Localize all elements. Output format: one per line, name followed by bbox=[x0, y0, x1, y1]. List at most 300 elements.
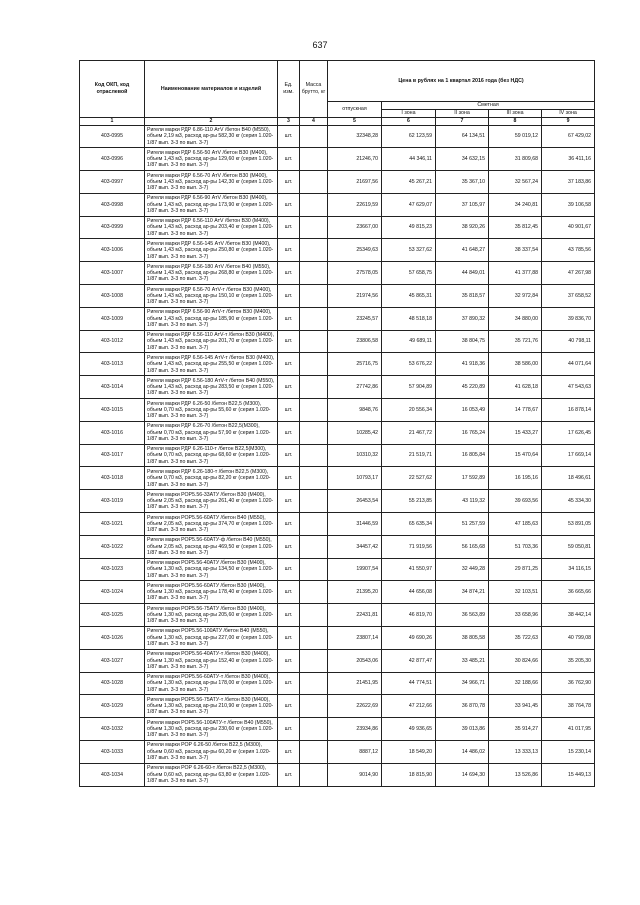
row-code: 403-1026 bbox=[80, 627, 145, 650]
row-mass bbox=[300, 399, 328, 422]
row-zone3-price: 35 721,76 bbox=[489, 330, 542, 353]
row-zone4-price: 36 411,16 bbox=[542, 148, 595, 171]
row-zone3-price: 38 337,54 bbox=[489, 239, 542, 262]
row-unit: шт. bbox=[278, 285, 300, 308]
row-unit: шт. bbox=[278, 695, 300, 718]
row-zone1-price: 18 549,20 bbox=[382, 741, 436, 764]
header-mass: Масса брутто, кг bbox=[300, 61, 328, 118]
row-release-price: 21246,70 bbox=[328, 148, 382, 171]
row-code: 403-0995 bbox=[80, 125, 145, 148]
row-zone4-price: 59 050,81 bbox=[542, 535, 595, 558]
row-release-price: 34457,42 bbox=[328, 535, 382, 558]
row-mass bbox=[300, 718, 328, 741]
row-zone4-price: 44 071,64 bbox=[542, 353, 595, 376]
table-row bbox=[80, 513, 595, 536]
row-release-price: 23806,58 bbox=[328, 330, 382, 353]
row-unit: шт. bbox=[278, 239, 300, 262]
row-zone2-price: 41 648,27 bbox=[436, 239, 489, 262]
row-unit: шт. bbox=[278, 421, 300, 444]
row-name: Ригели марки РОР5.56-40АТУ /бетон В30 (М400), объем 1,30 м3, расход ар-ры 134,50 кг (серия 1.020-1/87 вып. 3-3 по вып. 3-7) bbox=[145, 558, 278, 581]
row-zone2-price: 17 592,89 bbox=[436, 467, 489, 490]
row-zone4-price: 37 658,52 bbox=[542, 285, 595, 308]
table-row bbox=[80, 672, 595, 695]
row-zone2-price: 51 257,59 bbox=[436, 513, 489, 536]
row-zone1-price: 53 676,22 bbox=[382, 353, 436, 376]
col-number: 6 bbox=[382, 117, 436, 125]
row-unit: шт. bbox=[278, 649, 300, 672]
row-unit: шт. bbox=[278, 399, 300, 422]
row-unit: шт. bbox=[278, 604, 300, 627]
row-release-price: 22619,59 bbox=[328, 193, 382, 216]
row-zone4-price: 40 901,67 bbox=[542, 216, 595, 239]
row-code: 403-1014 bbox=[80, 376, 145, 399]
row-name: Ригели марки РДР 6.56-145 AтV /бетон В30 (М400), объем 1,43 м3, расход ар-ры 250,80 кг (серия 1.020-1/87 вып. 3-3 по вып. 3-7) bbox=[145, 239, 278, 262]
col-number: 8 bbox=[489, 117, 542, 125]
row-code: 403-1012 bbox=[80, 330, 145, 353]
row-zone2-price: 16 805,84 bbox=[436, 444, 489, 467]
header-estimate: Сметная bbox=[382, 102, 595, 110]
row-zone1-price: 20 556,34 bbox=[382, 399, 436, 422]
row-code: 403-1034 bbox=[80, 763, 145, 786]
table-row bbox=[80, 604, 595, 627]
table-row bbox=[80, 467, 595, 490]
row-zone4-price: 43 785,56 bbox=[542, 239, 595, 262]
row-zone4-price: 41 017,95 bbox=[542, 718, 595, 741]
row-code: 403-1025 bbox=[80, 604, 145, 627]
row-mass bbox=[300, 421, 328, 444]
row-mass bbox=[300, 490, 328, 513]
row-unit: шт. bbox=[278, 535, 300, 558]
price-table bbox=[79, 60, 595, 787]
row-unit: шт. bbox=[278, 376, 300, 399]
row-zone1-price: 47 629,07 bbox=[382, 193, 436, 216]
row-zone3-price: 33 658,96 bbox=[489, 604, 542, 627]
row-zone2-price: 35 818,57 bbox=[436, 285, 489, 308]
col-number: 7 bbox=[436, 117, 489, 125]
row-mass bbox=[300, 148, 328, 171]
row-zone4-price: 38 442,14 bbox=[542, 604, 595, 627]
row-zone2-price: 38 805,58 bbox=[436, 627, 489, 650]
row-zone2-price: 34 966,71 bbox=[436, 672, 489, 695]
row-zone2-price: 37 890,32 bbox=[436, 307, 489, 330]
row-code: 403-1022 bbox=[80, 535, 145, 558]
row-name: Ригели марки РОР5.56-75АТУ /бетон В30 (М400), объем 1,30 м3, расход ар-ры 205,60 кг (серия 1.020-1/87 вып. 3-3 по вып. 3-7) bbox=[145, 604, 278, 627]
row-zone1-price: 55 213,85 bbox=[382, 490, 436, 513]
row-zone3-price: 33 941,45 bbox=[489, 695, 542, 718]
row-zone3-price: 32 972,84 bbox=[489, 285, 542, 308]
table-row bbox=[80, 627, 595, 650]
row-zone4-price: 45 334,30 bbox=[542, 490, 595, 513]
col-number: 2 bbox=[145, 117, 278, 125]
row-zone1-price: 49 689,11 bbox=[382, 330, 436, 353]
row-zone1-price: 53 327,62 bbox=[382, 239, 436, 262]
row-zone4-price: 36 762,90 bbox=[542, 672, 595, 695]
row-zone2-price: 16 053,49 bbox=[436, 399, 489, 422]
row-zone1-price: 49 815,23 bbox=[382, 216, 436, 239]
row-code: 403-1018 bbox=[80, 467, 145, 490]
row-zone2-price: 37 105,97 bbox=[436, 193, 489, 216]
row-zone3-price: 31 809,68 bbox=[489, 148, 542, 171]
row-release-price: 22622,69 bbox=[328, 695, 382, 718]
table-row bbox=[80, 376, 595, 399]
row-name: Ригели марки РДР 6.56-110 AтV /бетон В30 (М400), объем 1,43 м3, расход ар-ры 203,40 кг (серия 1.020-1/87 вып. 3-3 по вып. 3-7) bbox=[145, 216, 278, 239]
row-release-price: 22431,81 bbox=[328, 604, 382, 627]
row-release-price: 21697,56 bbox=[328, 171, 382, 194]
row-code: 403-1015 bbox=[80, 399, 145, 422]
row-zone4-price: 16 878,14 bbox=[542, 399, 595, 422]
row-zone3-price: 13 333,13 bbox=[489, 741, 542, 764]
row-name: Ригели марки РОР5.56-40АТУ-т /бетон В30 (М400), объем 1,30 м3, расход ар-ры 152,40 кг (серия 1.020-1/87 вып. 3-3 по вып. 3-7) bbox=[145, 649, 278, 672]
row-name: Ригели марки РОР5.56-33АТУ /бетон В30 (М400), объем 2,05 м3, расход ар-ры 261,40 кг (серия 1.020-1/87 вып. 3-3 по вып. 3-7) bbox=[145, 490, 278, 513]
table-row bbox=[80, 695, 595, 718]
row-code: 403-1021 bbox=[80, 513, 145, 536]
header-zone-4: IV зона bbox=[542, 109, 595, 117]
row-code: 403-0996 bbox=[80, 148, 145, 171]
row-zone4-price: 47 267,98 bbox=[542, 262, 595, 285]
row-name: Ригели марки РДР 6.56-90 AтV /бетон В30 (М400), объем 1,43 м3, расход ар-ры 173,90 кг (серия 1.020-1/87 вып. 3-3 по вып. 3-7) bbox=[145, 193, 278, 216]
row-mass bbox=[300, 741, 328, 764]
row-code: 403-1032 bbox=[80, 718, 145, 741]
row-code: 403-1008 bbox=[80, 285, 145, 308]
row-zone3-price: 32 567,24 bbox=[489, 171, 542, 194]
row-zone2-price: 38 804,75 bbox=[436, 330, 489, 353]
row-release-price: 10793,17 bbox=[328, 467, 382, 490]
table-row bbox=[80, 399, 595, 422]
row-code: 403-1006 bbox=[80, 239, 145, 262]
row-mass bbox=[300, 672, 328, 695]
row-release-price: 32348,28 bbox=[328, 125, 382, 148]
table-row bbox=[80, 741, 595, 764]
row-zone4-price: 40 799,08 bbox=[542, 627, 595, 650]
table-row bbox=[80, 558, 595, 581]
row-zone3-price: 34 240,81 bbox=[489, 193, 542, 216]
row-mass bbox=[300, 695, 328, 718]
row-name: Ригели марки РОР5.56-60АТУ-ф /бетон В40 (М550), объем 2,05 м3, расход ар-ры 469,50 кг (серия 1.020-1/87 вып. 3-3 по вып. 3-7) bbox=[145, 535, 278, 558]
row-release-price: 20543,06 bbox=[328, 649, 382, 672]
row-name: Ригели марки РДР 6.26-180-т /бетон В22,5 (М300), объем 0,70 м3, расход ар-ры 82,20 кг (серия 1.020-1/87 вып. 3-3 по вып. 3-7) bbox=[145, 467, 278, 490]
row-code: 403-0998 bbox=[80, 193, 145, 216]
row-mass bbox=[300, 262, 328, 285]
row-zone2-price: 38 920,26 bbox=[436, 216, 489, 239]
row-zone1-price: 57 658,75 bbox=[382, 262, 436, 285]
header-prices: Цена в рублях на 1 квартал 2016 года (без НДС) bbox=[328, 61, 595, 102]
row-release-price: 27578,05 bbox=[328, 262, 382, 285]
row-zone3-price: 35 722,63 bbox=[489, 627, 542, 650]
row-unit: шт. bbox=[278, 672, 300, 695]
row-release-price: 21451,95 bbox=[328, 672, 382, 695]
table-row bbox=[80, 581, 595, 604]
table-row bbox=[80, 216, 595, 239]
row-name: Ригели марки РДР 6.56-180 AтV /бетон В40 (М550), объем 1,43 м3, расход ар-ры 268,80 кг (серия 1.020-1/87 вып. 3-3 по вып. 3-7) bbox=[145, 262, 278, 285]
row-zone4-price: 35 205,30 bbox=[542, 649, 595, 672]
row-name: Ригели марки РДР 6.26-50 /бетон В22,5 (М300), объем 0,70 м3, расход ар-ры 55,60 кг (серия 1.020-1/87 вып. 3-3 по вып. 3-7) bbox=[145, 399, 278, 422]
row-zone1-price: 44 656,08 bbox=[382, 581, 436, 604]
row-zone1-price: 44 774,51 bbox=[382, 672, 436, 695]
row-code: 403-1029 bbox=[80, 695, 145, 718]
row-zone2-price: 34 874,21 bbox=[436, 581, 489, 604]
row-release-price: 10310,32 bbox=[328, 444, 382, 467]
header-release: отпускная bbox=[328, 102, 382, 118]
row-zone2-price: 14 694,30 bbox=[436, 763, 489, 786]
row-name: Ригели марки РОР5.56-60АТУ-т /бетон В30 (М400), объем 1,30 м3, расход ар-ры 178,00 кг (серия 1.020-1/87 вып. 3-3 по вып. 3-7) bbox=[145, 672, 278, 695]
table-row bbox=[80, 421, 595, 444]
row-name: Ригели марки РОР5.56-75АТУ-т /бетон В30 (М400), объем 1,30 м3, расход ар-ры 210,90 кг (серия 1.020-1/87 вып. 3-3 по вып. 3-7) bbox=[145, 695, 278, 718]
row-release-price: 19907,54 bbox=[328, 558, 382, 581]
row-zone2-price: 41 918,36 bbox=[436, 353, 489, 376]
row-zone4-price: 40 798,11 bbox=[542, 330, 595, 353]
row-zone4-price: 15 449,13 bbox=[542, 763, 595, 786]
row-name: Ригели марки РДР 6.56-70 AтV /бетон В30 (М400), объем 1,43 м3, расход ар-ры 142,30 кг (серия 1.020-1/87 вып. 3-3 по вып. 3-7) bbox=[145, 171, 278, 194]
row-zone4-price: 53 891,05 bbox=[542, 513, 595, 536]
row-zone1-price: 46 819,70 bbox=[382, 604, 436, 627]
row-zone2-price: 14 486,02 bbox=[436, 741, 489, 764]
row-unit: шт. bbox=[278, 307, 300, 330]
row-zone2-price: 43 119,32 bbox=[436, 490, 489, 513]
row-release-price: 10285,42 bbox=[328, 421, 382, 444]
row-release-price: 27742,86 bbox=[328, 376, 382, 399]
row-mass bbox=[300, 239, 328, 262]
header-name: Наименование материалов и изделий bbox=[145, 61, 278, 118]
row-zone2-price: 45 220,89 bbox=[436, 376, 489, 399]
header-unit: Ед. изм. bbox=[278, 61, 300, 118]
row-zone1-price: 49 690,26 bbox=[382, 627, 436, 650]
row-mass bbox=[300, 513, 328, 536]
row-zone3-price: 39 693,56 bbox=[489, 490, 542, 513]
table-row bbox=[80, 490, 595, 513]
table-row bbox=[80, 353, 595, 376]
row-zone3-price: 32 188,66 bbox=[489, 672, 542, 695]
row-zone2-price: 34 632,15 bbox=[436, 148, 489, 171]
row-mass bbox=[300, 171, 328, 194]
col-number: 1 bbox=[80, 117, 145, 125]
row-zone3-price: 15 470,64 bbox=[489, 444, 542, 467]
row-zone4-price: 15 230,14 bbox=[542, 741, 595, 764]
table-row bbox=[80, 171, 595, 194]
row-mass bbox=[300, 216, 328, 239]
row-name: Ригели марки РДР 6.56-110 AтV-т /бетон В30 (М400), объем 1,43 м3, расход ар-ры 201,70 кг (серия 1.020-1/87 вып. 3-3 по вып. 3-7) bbox=[145, 330, 278, 353]
row-mass bbox=[300, 649, 328, 672]
row-zone1-price: 65 635,34 bbox=[382, 513, 436, 536]
row-zone1-price: 41 550,97 bbox=[382, 558, 436, 581]
row-unit: шт. bbox=[278, 171, 300, 194]
row-name: Ригели марки РОР 6.26-50 /бетон В22,5 (М300), объем 0,60 м3, расход ар-ры 60,20 кг (серия 1.020-1/87 вып. 3-3 по вып. 3-7) bbox=[145, 741, 278, 764]
row-name: Ригели марки РДР 6.26-70 /бетон В22,5(М300), объем 0,70 м3, расход ар-ры 57,90 кг (серия 1.020-1/87 вып. 3-3 по вып. 3-7) bbox=[145, 421, 278, 444]
row-zone3-price: 41 628,18 bbox=[489, 376, 542, 399]
table-row bbox=[80, 718, 595, 741]
row-unit: шт. bbox=[278, 262, 300, 285]
row-zone1-price: 57 904,89 bbox=[382, 376, 436, 399]
row-mass bbox=[300, 285, 328, 308]
row-zone3-price: 13 526,86 bbox=[489, 763, 542, 786]
row-name: Ригели марки РДР 6.86-110 AтV /бетон В40 (М550), объем 2,19 м3, расход ар-ры 582,30 кг (серия 1.020-1/87 вып. 3-3 по вып. 3-7) bbox=[145, 125, 278, 148]
row-release-price: 31446,59 bbox=[328, 513, 382, 536]
row-zone1-price: 18 815,90 bbox=[382, 763, 436, 786]
row-zone4-price: 39 106,58 bbox=[542, 193, 595, 216]
row-mass bbox=[300, 627, 328, 650]
row-release-price: 21974,56 bbox=[328, 285, 382, 308]
row-code: 403-1027 bbox=[80, 649, 145, 672]
row-name: Ригели марки РОР 6.26-60-т /бетон В22,5 (М300), объем 0,60 м3, расход ар-ры 63,80 кг (серия 1.020-1/87 вып. 3-3 по вып. 3-7) bbox=[145, 763, 278, 786]
header-zone-2: II зона bbox=[436, 109, 489, 117]
row-release-price: 23245,57 bbox=[328, 307, 382, 330]
row-zone2-price: 35 367,10 bbox=[436, 171, 489, 194]
row-zone2-price: 32 449,28 bbox=[436, 558, 489, 581]
row-release-price: 23807,14 bbox=[328, 627, 382, 650]
row-zone3-price: 30 824,66 bbox=[489, 649, 542, 672]
row-mass bbox=[300, 125, 328, 148]
row-code: 403-1016 bbox=[80, 421, 145, 444]
col-number: 3 bbox=[278, 117, 300, 125]
row-zone2-price: 64 134,51 bbox=[436, 125, 489, 148]
row-code: 403-1019 bbox=[80, 490, 145, 513]
row-code: 403-1024 bbox=[80, 581, 145, 604]
table-row bbox=[80, 239, 595, 262]
row-zone3-price: 35 812,45 bbox=[489, 216, 542, 239]
row-zone4-price: 17 626,45 bbox=[542, 421, 595, 444]
row-zone4-price: 17 669,14 bbox=[542, 444, 595, 467]
row-zone2-price: 36 563,89 bbox=[436, 604, 489, 627]
row-release-price: 26453,54 bbox=[328, 490, 382, 513]
row-zone3-price: 38 586,00 bbox=[489, 353, 542, 376]
row-zone1-price: 71 919,56 bbox=[382, 535, 436, 558]
row-mass bbox=[300, 558, 328, 581]
row-unit: шт. bbox=[278, 444, 300, 467]
row-mass bbox=[300, 467, 328, 490]
row-zone3-price: 16 195,16 bbox=[489, 467, 542, 490]
row-zone3-price: 35 914,27 bbox=[489, 718, 542, 741]
row-name: Ригели марки РОР5.56-100АТУ-т /бетон В40 (М550), объем 1,30 м3, расход ар-ры 230,60 кг (серия 1.020-1/87 вып. 3-3 по вып. 3-7) bbox=[145, 718, 278, 741]
row-code: 403-1007 bbox=[80, 262, 145, 285]
row-mass bbox=[300, 763, 328, 786]
table-row bbox=[80, 763, 595, 786]
row-zone1-price: 49 936,65 bbox=[382, 718, 436, 741]
row-code: 403-0999 bbox=[80, 216, 145, 239]
row-zone2-price: 33 485,21 bbox=[436, 649, 489, 672]
row-release-price: 9014,90 bbox=[328, 763, 382, 786]
row-mass bbox=[300, 193, 328, 216]
row-release-price: 25716,75 bbox=[328, 353, 382, 376]
row-name: Ригели марки РОР5.56-100АТУ /бетон В40 (М550), объем 1,30 м3, расход ар-ры 227,00 кг (серия 1.020-1/87 вып. 3-3 по вып. 3-7) bbox=[145, 627, 278, 650]
row-zone4-price: 67 429,02 bbox=[542, 125, 595, 148]
row-mass bbox=[300, 535, 328, 558]
row-mass bbox=[300, 444, 328, 467]
row-name: Ригели марки РДР 6.56-180 AтV-т /бетон В40 (М550), объем 1,43 м3, расход ар-ры 283,50 кг (серия 1.020-1/87 вып. 3-3 по вып. 3-7) bbox=[145, 376, 278, 399]
row-zone4-price: 39 836,70 bbox=[542, 307, 595, 330]
table-row bbox=[80, 444, 595, 467]
row-unit: шт. bbox=[278, 125, 300, 148]
row-zone2-price: 36 870,78 bbox=[436, 695, 489, 718]
row-zone4-price: 37 183,86 bbox=[542, 171, 595, 194]
header-zone-3: III зона bbox=[489, 109, 542, 117]
row-mass bbox=[300, 376, 328, 399]
table-row bbox=[80, 285, 595, 308]
row-zone3-price: 47 185,63 bbox=[489, 513, 542, 536]
row-zone2-price: 16 765,24 bbox=[436, 421, 489, 444]
row-unit: шт. bbox=[278, 330, 300, 353]
row-zone4-price: 47 543,63 bbox=[542, 376, 595, 399]
row-release-price: 25349,63 bbox=[328, 239, 382, 262]
row-zone1-price: 48 518,18 bbox=[382, 307, 436, 330]
row-name: Ригели марки РДР 6.26-110-т /бетон В22,5(М300), объем 0,70 м3, расход ар-ры 68,60 кг (серия 1.020-1/87 вып. 3-3 по вып. 3-7) bbox=[145, 444, 278, 467]
row-release-price: 9848,76 bbox=[328, 399, 382, 422]
header-code: Код ОКП, код отраслевой bbox=[80, 61, 145, 118]
row-zone1-price: 22 527,62 bbox=[382, 467, 436, 490]
row-zone4-price: 18 496,61 bbox=[542, 467, 595, 490]
row-zone3-price: 51 703,36 bbox=[489, 535, 542, 558]
row-unit: шт. bbox=[278, 718, 300, 741]
row-unit: шт. bbox=[278, 627, 300, 650]
table-row bbox=[80, 148, 595, 171]
row-unit: шт. bbox=[278, 490, 300, 513]
row-zone3-price: 15 433,27 bbox=[489, 421, 542, 444]
row-unit: шт. bbox=[278, 581, 300, 604]
row-release-price: 8887,12 bbox=[328, 741, 382, 764]
row-name: Ригели марки РДР 6.56-90 AтV-т /бетон В30 (М400), объем 1,43 м3, расход ар-ры 185,90 кг (серия 1.020-1/87 вып. 3-3 по вып. 3-7) bbox=[145, 307, 278, 330]
row-zone2-price: 44 849,01 bbox=[436, 262, 489, 285]
row-zone3-price: 29 871,25 bbox=[489, 558, 542, 581]
row-name: Ригели марки РДР 6.56-70 AтV-т /бетон В30 (М400), объем 1,43 м3, расход ар-ры 150,10 кг (серия 1.020-1/87 вып. 3-3 по вып. 3-7) bbox=[145, 285, 278, 308]
row-zone1-price: 45 267,21 bbox=[382, 171, 436, 194]
table-row bbox=[80, 307, 595, 330]
row-unit: шт. bbox=[278, 148, 300, 171]
row-unit: шт. bbox=[278, 763, 300, 786]
row-mass bbox=[300, 604, 328, 627]
row-zone2-price: 39 013,86 bbox=[436, 718, 489, 741]
row-unit: шт. bbox=[278, 467, 300, 490]
row-zone2-price: 56 165,68 bbox=[436, 535, 489, 558]
row-code: 403-1017 bbox=[80, 444, 145, 467]
row-zone4-price: 36 665,66 bbox=[542, 581, 595, 604]
row-unit: шт. bbox=[278, 216, 300, 239]
row-unit: шт. bbox=[278, 558, 300, 581]
row-zone4-price: 38 764,78 bbox=[542, 695, 595, 718]
row-mass bbox=[300, 353, 328, 376]
row-zone3-price: 32 103,51 bbox=[489, 581, 542, 604]
row-zone1-price: 44 346,11 bbox=[382, 148, 436, 171]
col-number: 5 bbox=[328, 117, 382, 125]
row-code: 403-1033 bbox=[80, 741, 145, 764]
row-zone1-price: 21 467,72 bbox=[382, 421, 436, 444]
row-release-price: 23667,00 bbox=[328, 216, 382, 239]
row-zone1-price: 62 123,59 bbox=[382, 125, 436, 148]
row-zone1-price: 47 212,66 bbox=[382, 695, 436, 718]
table-row bbox=[80, 330, 595, 353]
row-zone1-price: 42 877,47 bbox=[382, 649, 436, 672]
table-row bbox=[80, 262, 595, 285]
row-zone4-price: 34 116,15 bbox=[542, 558, 595, 581]
row-mass bbox=[300, 307, 328, 330]
row-name: Ригели марки РОР5.56-60АТУ /бетон В30 (М400), объем 1,30 м3, расход ар-ры 178,40 кг (серия 1.020-1/87 вып. 3-3 по вып. 3-7) bbox=[145, 581, 278, 604]
col-number: 9 bbox=[542, 117, 595, 125]
row-zone3-price: 34 880,00 bbox=[489, 307, 542, 330]
table-row bbox=[80, 649, 595, 672]
row-code: 403-0997 bbox=[80, 171, 145, 194]
row-zone1-price: 45 865,31 bbox=[382, 285, 436, 308]
row-name: Ригели марки РДР 6.56-50 AтV /бетон В30 (М400), объем 1,43 м3, расход ар-ры 129,60 кг (серия 1.020-1/87 вып. 3-3 по вып. 3-7) bbox=[145, 148, 278, 171]
col-number: 4 bbox=[300, 117, 328, 125]
header-zone-1: I зона bbox=[382, 109, 436, 117]
row-unit: шт. bbox=[278, 513, 300, 536]
table-row bbox=[80, 125, 595, 148]
row-zone3-price: 41 377,88 bbox=[489, 262, 542, 285]
row-unit: шт. bbox=[278, 741, 300, 764]
row-zone3-price: 59 019,12 bbox=[489, 125, 542, 148]
row-code: 403-1028 bbox=[80, 672, 145, 695]
row-code: 403-1009 bbox=[80, 307, 145, 330]
row-code: 403-1023 bbox=[80, 558, 145, 581]
row-mass bbox=[300, 330, 328, 353]
row-release-price: 23934,86 bbox=[328, 718, 382, 741]
